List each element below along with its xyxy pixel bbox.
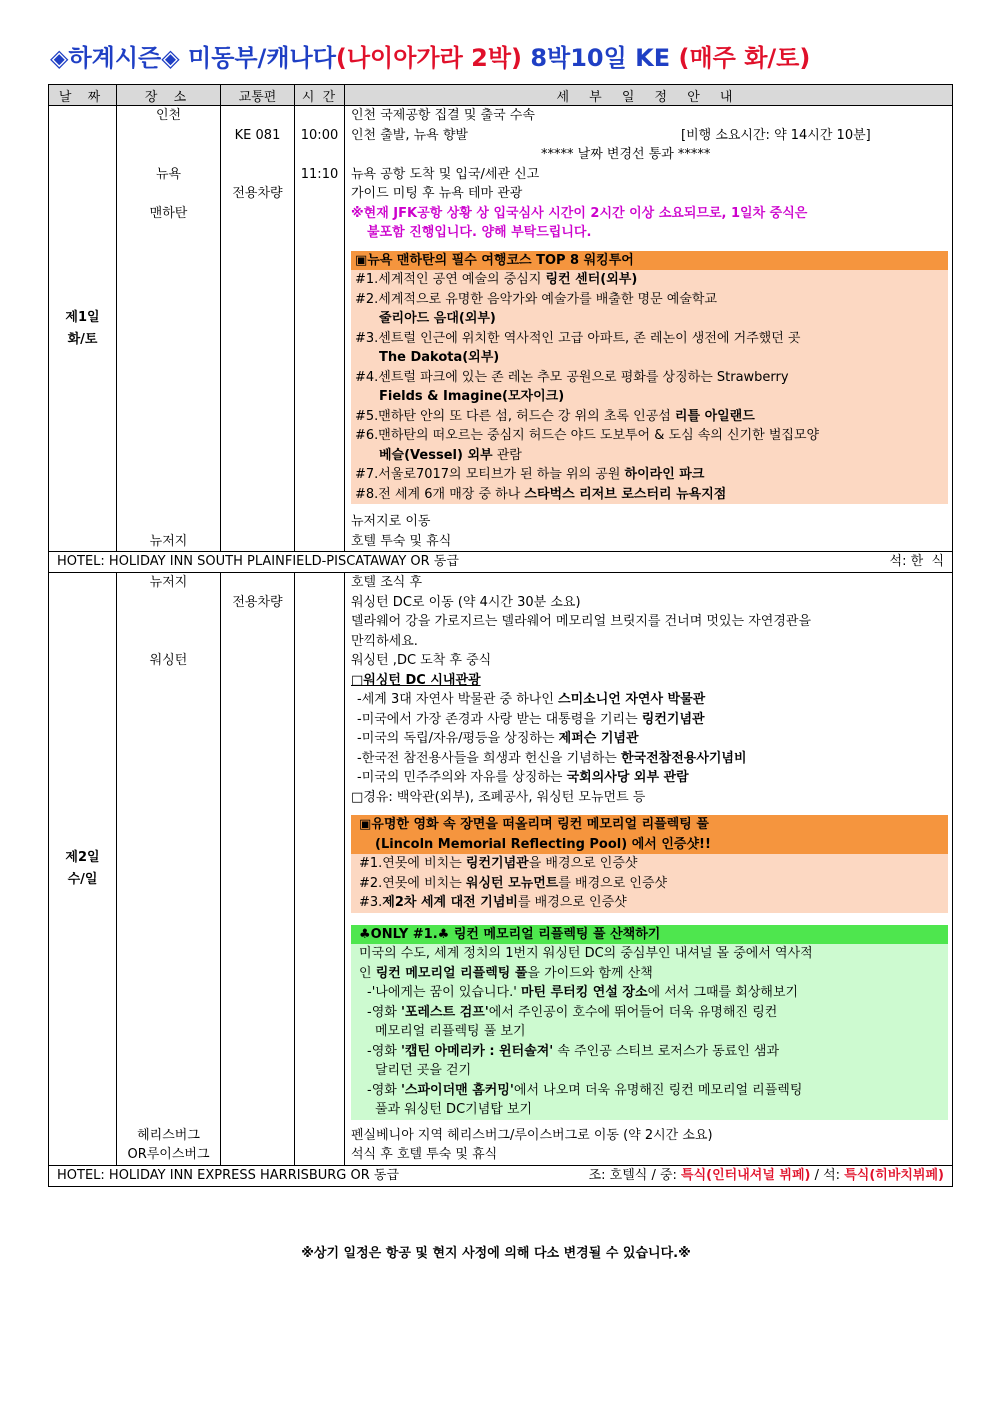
highlight-text: 제2차 세계 대전 기념비 bbox=[382, 895, 518, 910]
dc-tour-title: □워싱턴 DC 시내관광 bbox=[351, 672, 481, 688]
day2-transport bbox=[221, 573, 295, 1166]
dc-item bbox=[357, 690, 948, 710]
item-text: -세계 3대 자연사 박물관 중 하나인 bbox=[357, 692, 559, 707]
day2-places bbox=[117, 573, 221, 1166]
manhattan-tour-title bbox=[351, 251, 948, 271]
place-newjersey-end: 뉴저지 bbox=[149, 533, 188, 549]
dc-tour-list bbox=[351, 690, 948, 788]
schedule-table bbox=[48, 84, 953, 1187]
tour-item bbox=[355, 407, 948, 427]
tour-item bbox=[355, 329, 948, 349]
dc-item bbox=[357, 749, 948, 769]
highlight-text: '스파이더맨 홈커밍' bbox=[400, 1082, 514, 1098]
highlight-text: 마틴 루터킹 연설 장소 bbox=[520, 985, 648, 1000]
day1-hotel bbox=[49, 552, 953, 573]
item-text: -미국의 독립/자유/평등을 상징하는 bbox=[357, 731, 559, 746]
only-item bbox=[359, 1042, 948, 1062]
header-place: 장 소 bbox=[117, 85, 221, 106]
tour-item bbox=[355, 309, 948, 329]
item-text: #4.센트럴 파크에 있는 존 레논 추모 공원으로 평화를 상징하는 Strawberry bbox=[355, 369, 789, 385]
day1-places bbox=[117, 106, 221, 552]
footnote: ※상기 일정은 항공 및 현지 사정에 의해 다소 변경될 수 있습니다.※ bbox=[301, 1246, 691, 1261]
only-item bbox=[359, 964, 948, 984]
day1-details bbox=[345, 106, 953, 552]
meal-info: 석: 한 식 bbox=[889, 554, 944, 569]
place-end bbox=[117, 1126, 220, 1165]
day1-times bbox=[295, 106, 345, 552]
flight-number: KE 081 bbox=[234, 127, 281, 143]
detail-line: 펜실베니아 지역 헤리스버그/루이스버그로 이동 (약 2시간 소요) bbox=[351, 1127, 713, 1143]
tour-item bbox=[355, 290, 948, 310]
place-newyork: 뉴욕 bbox=[155, 166, 182, 182]
item-text: -영화 bbox=[367, 1082, 401, 1098]
hotel-name: HOTEL: HOLIDAY INN EXPRESS HARRISBURG OR 동급 bbox=[57, 1167, 400, 1183]
place-lewisburg: OR루이스버그 bbox=[127, 1147, 210, 1162]
item-text: #6.맨하탄의 떠오르는 중심지 허드슨 야드 도보투어 & 도심 속의 신기한 벌집모양 bbox=[355, 428, 820, 443]
only-item bbox=[359, 983, 948, 1003]
item-text: 속 주인공 스티브 로저스가 동료인 샘과 bbox=[553, 1043, 780, 1059]
title-main: ◈하계시즌◈ 미동부/캐나다 bbox=[50, 44, 336, 72]
day1-number: 제1일 bbox=[65, 309, 100, 325]
item-text: #3. bbox=[359, 895, 383, 910]
pool-item bbox=[359, 854, 948, 874]
flight-duration: [비행 소요시간: 약 14시간 10분] bbox=[681, 127, 871, 143]
item-text: #5.맨하탄 안의 또 다른 섬, 허드슨 강 위의 초록 인공섬 bbox=[355, 408, 675, 424]
day1-vehicle: 전용차량 bbox=[232, 186, 283, 201]
detail-line: 워싱턴 ,DC 도착 후 중식 bbox=[351, 653, 492, 668]
tour-item bbox=[355, 446, 948, 466]
page-title bbox=[50, 38, 950, 78]
item-text: -영화 bbox=[367, 1004, 401, 1020]
day2-number: 제2일 bbox=[65, 849, 100, 865]
item-text: 에 서서 그때를 회상해보기 bbox=[647, 985, 799, 1000]
dc-item bbox=[357, 729, 948, 749]
jfk-notice-cont: 불포함 진행입니다. 양해 부탁드립니다. bbox=[367, 225, 592, 240]
arrive-time: 11:10 bbox=[300, 166, 339, 182]
highlight-text: 스타벅스 리저브 로스터리 뉴욕지점 bbox=[524, 486, 727, 502]
day2-weekday: 수/일 bbox=[67, 871, 98, 887]
meal-special-lunch: 특식(인터내셔널 뷔페) bbox=[681, 1167, 811, 1183]
item-text: 를 배경으로 인증샷 bbox=[517, 895, 627, 910]
item-text: #2.연못에 비치는 bbox=[359, 875, 466, 891]
highlight-text: Fields & Imagine(모자이크) bbox=[379, 389, 565, 404]
highlight-text: 제퍼슨 기념관 bbox=[558, 731, 639, 746]
item-text: 에서 주인공이 호수에 뛰어들어 더욱 유명해진 링컨 bbox=[488, 1004, 778, 1020]
day1-row bbox=[49, 106, 953, 552]
item-text: #8.전 세계 6개 매장 중 하나 bbox=[355, 486, 525, 502]
pool-item bbox=[359, 893, 948, 913]
item-text: 관람 bbox=[492, 447, 522, 463]
item-text: -영화 bbox=[367, 1043, 401, 1059]
pool-item bbox=[359, 874, 948, 894]
tour-item bbox=[355, 485, 948, 505]
dateline-note: ***** 날짜 변경선 통과 ***** bbox=[541, 147, 711, 162]
header-detail: 세 부 일 정 안 내 bbox=[345, 85, 953, 106]
item-text: 를 배경으로 인증샷 bbox=[558, 875, 668, 891]
tour-item bbox=[355, 426, 948, 446]
item-text: #3.센트럴 인근에 위치한 역사적인 고급 아파트, 존 레논이 생전에 거주했던 곳 bbox=[355, 330, 801, 346]
highlight-text: 링컨기념관 bbox=[641, 711, 705, 727]
item-text: 메모리얼 리플렉팅 풀 보기 bbox=[375, 1024, 526, 1039]
title-niagara: (나이아가라 2박) bbox=[335, 44, 522, 72]
meal-special-dinner: 특식(히바치뷔페) bbox=[844, 1167, 944, 1183]
meal-text: / 석: bbox=[810, 1167, 845, 1183]
item-text: 에서 나오며 더욱 유명해진 링컨 메모리얼 리플렉팅 bbox=[513, 1082, 803, 1098]
item-text: 을 가이드와 함께 산책 bbox=[527, 965, 653, 981]
highlight-text: 국회의사당 외부 관람 bbox=[566, 770, 689, 785]
header-row bbox=[49, 85, 953, 106]
detail-line: 인천 국제공항 집결 및 출국 수속 bbox=[351, 108, 535, 123]
tour-item bbox=[355, 368, 948, 388]
tour-item bbox=[355, 465, 948, 485]
only-list bbox=[351, 944, 948, 1120]
item-text: 미국의 수도, 세계 정치의 1번지 워싱턴 DC의 중심부인 내셔널 몰 중에서 역사적 bbox=[359, 946, 813, 961]
hotel-name: HOTEL: HOLIDAY INN SOUTH PLAINFIELD-PISCATAWAY OR 동급 bbox=[57, 554, 459, 569]
day1-weekday: 화/토 bbox=[67, 331, 98, 347]
only-title-text: ♣ONLY #1.♣ 링컨 메모리얼 리플렉팅 풀 산책하기 bbox=[359, 926, 661, 942]
title-days: (매주 화/토) bbox=[678, 44, 811, 72]
depart-time: 10:00 bbox=[300, 127, 339, 143]
place-newjersey: 뉴저지 bbox=[149, 575, 188, 590]
tour-title-text: ▣뉴욕 맨하탄의 필수 여행코스 TOP 8 워킹투어 bbox=[355, 252, 634, 268]
day1-label bbox=[49, 106, 117, 552]
place-harrisburg: 헤리스버그 bbox=[137, 1127, 200, 1143]
only-item bbox=[359, 1022, 948, 1042]
item-text: -한국전 참전용사들을 희생과 헌신을 기념하는 bbox=[357, 750, 621, 766]
highlight-text: 링컨기념관 bbox=[465, 856, 529, 871]
item-text: 풀과 워싱턴 DC기념탑 보기 bbox=[375, 1102, 533, 1117]
item-text: 인 bbox=[359, 965, 376, 981]
highlight-text: 줄리아드 음대(외부) bbox=[379, 311, 496, 326]
detail-depart: 인천 출발, 뉴욕 향발 bbox=[351, 127, 468, 143]
meal-text: 조: 호텔식 / 중: bbox=[588, 1167, 682, 1183]
header-time: 시 간 bbox=[295, 85, 345, 106]
item-text: #2.세계적으로 유명한 음악가와 예술가를 배출한 명문 예술학교 bbox=[355, 291, 718, 307]
item-text: #1.연못에 비치는 bbox=[359, 856, 466, 871]
tour-item bbox=[355, 270, 948, 290]
highlight-text: '캡틴 아메리카 : 윈터솔져' bbox=[400, 1043, 554, 1059]
tour-item bbox=[355, 387, 948, 407]
title-duration: 8박10일 KE bbox=[521, 44, 679, 72]
dc-item bbox=[357, 768, 948, 788]
item-text: -'나에게는 꿈이 있습니다.' bbox=[367, 985, 521, 1000]
highlight-text: 링컨 메모리얼 리플렉팅 풀 bbox=[375, 965, 528, 981]
day2-hotel-row bbox=[49, 1165, 953, 1186]
day2-times bbox=[295, 573, 345, 1166]
day2-hotel bbox=[49, 1165, 953, 1186]
detail-line: 워싱턴 DC로 이동 (약 4시간 30분 소요) bbox=[351, 594, 581, 610]
pool-title-line1: ▣유명한 영화 속 장면을 떠올리며 링컨 메모리얼 리플렉팅 풀 bbox=[359, 817, 709, 832]
highlight-text: 하이라인 파크 bbox=[624, 467, 705, 482]
tour-item bbox=[355, 348, 948, 368]
detail-line: 뉴저지로 이동 bbox=[351, 514, 431, 529]
item-text: #7.서울로7017의 모티브가 된 하늘 위의 공원 bbox=[355, 467, 625, 482]
only-title bbox=[351, 925, 948, 945]
detail-line bbox=[351, 126, 948, 146]
only-item bbox=[359, 1061, 948, 1081]
day2-row bbox=[49, 573, 953, 1166]
only-item bbox=[359, 1081, 948, 1101]
highlight-text: 한국전참전용사기념비 bbox=[620, 750, 747, 766]
header-date: 날 짜 bbox=[49, 85, 117, 106]
day2-label bbox=[49, 573, 117, 1166]
pool-title-line2: (Lincoln Memorial Reflecting Pool) 에서 인증샷!! bbox=[375, 836, 711, 852]
item-text: 달리던 곳을 걷기 bbox=[375, 1063, 472, 1078]
detail-line: 호텔 조식 후 bbox=[351, 575, 423, 590]
day2-details bbox=[345, 573, 953, 1166]
item-text: #1.세계적인 공연 예술의 중심지 bbox=[355, 272, 546, 287]
only-item bbox=[359, 1003, 948, 1023]
detail-line: 석식 후 호텔 투숙 및 휴식 bbox=[351, 1147, 498, 1162]
only-item bbox=[359, 1100, 948, 1120]
header-transport: 교통편 bbox=[221, 85, 295, 106]
highlight-text: 워싱턴 모뉴먼트 bbox=[465, 875, 559, 891]
item-text: 을 배경으로 인증샷 bbox=[528, 856, 638, 871]
place-incheon: 인천 bbox=[155, 108, 182, 123]
highlight-text: '포레스트 검프' bbox=[400, 1004, 489, 1020]
day2-vehicle: 전용차량 bbox=[232, 594, 283, 610]
highlight-text: The Dakota(외부) bbox=[379, 350, 500, 365]
highlight-text: 리틀 아일랜드 bbox=[674, 408, 755, 424]
place-manhattan: 맨하탄 bbox=[149, 205, 188, 221]
jfk-notice: ※현재 JFK공항 상황 상 입국심사 시간이 2시간 이상 소요되므로, 1일차 중식은 bbox=[351, 205, 808, 221]
highlight-text: 링컨 센터(외부) bbox=[545, 272, 638, 287]
item-text: -미국에서 가장 존경과 사랑 받는 대통령을 기리는 bbox=[357, 711, 642, 727]
dc-via: □경유: 백악관(외부), 조폐공사, 워싱턴 모뉴먼트 등 bbox=[351, 789, 646, 805]
detail-line: 뉴욕 공항 도착 및 입국/세관 신고 bbox=[351, 166, 540, 182]
detail-line: 델라웨어 강을 가로지르는 델라웨어 메모리얼 브릿지를 건너며 멋있는 자연경관을 bbox=[351, 614, 812, 629]
only-item bbox=[359, 944, 948, 964]
item-text: -미국의 민주주의와 자유를 상징하는 bbox=[357, 770, 567, 785]
place-washington: 워싱턴 bbox=[149, 653, 188, 668]
pool-title bbox=[351, 815, 948, 854]
detail-line: 가이드 미팅 후 뉴욕 테마 관광 bbox=[351, 186, 523, 201]
detail-line: 만끽하세요. bbox=[351, 633, 418, 649]
highlight-text: 베슬(Vessel) 외부 bbox=[379, 447, 493, 463]
detail-line: 호텔 투숙 및 휴식 bbox=[351, 533, 452, 549]
day1-transport bbox=[221, 106, 295, 552]
meal-info bbox=[589, 1166, 944, 1186]
manhattan-tour-list bbox=[351, 270, 948, 504]
dc-item bbox=[357, 710, 948, 730]
pool-list bbox=[351, 854, 948, 913]
day1-hotel-row bbox=[49, 552, 953, 573]
highlight-text: 스미소니언 자연사 박물관 bbox=[558, 692, 706, 707]
